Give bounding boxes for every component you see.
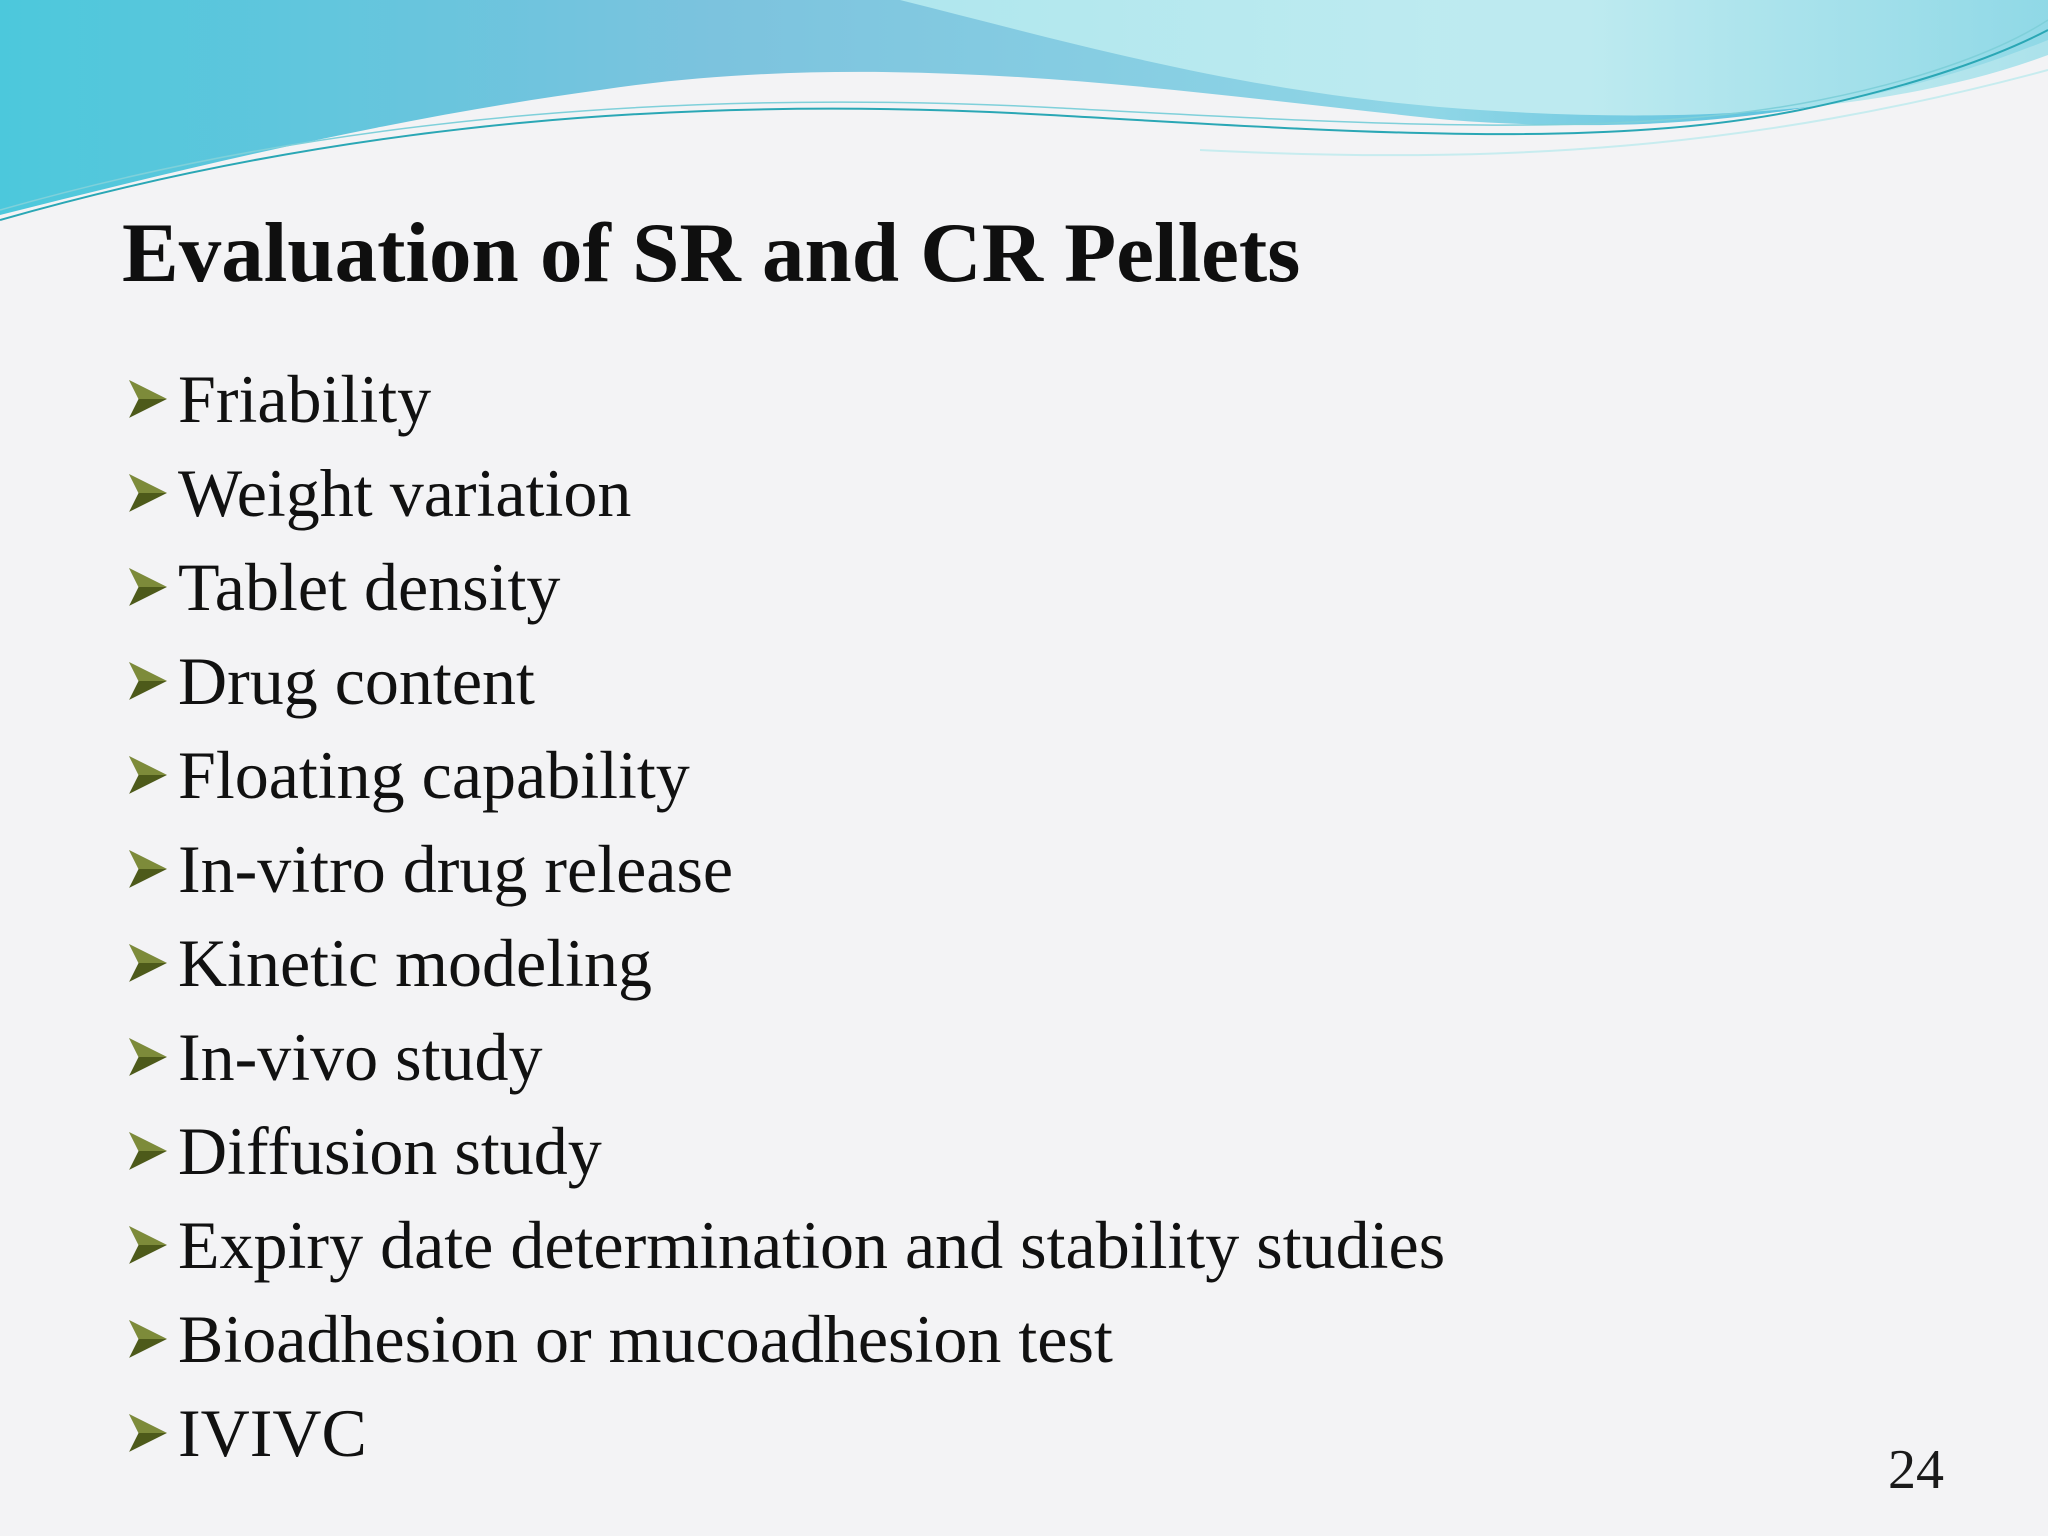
list-item	[127, 1104, 1445, 1198]
bullet-text: Weight variation	[178, 454, 632, 531]
list-item	[127, 1010, 1445, 1104]
arrowhead-bullet-icon	[127, 1130, 169, 1172]
page-number: 24	[1888, 1439, 1944, 1501]
header-wave-decoration	[0, 0, 2048, 240]
bullet-text: Tablet density	[178, 548, 561, 625]
list-item	[127, 1292, 1445, 1386]
arrowhead-bullet-icon	[127, 566, 169, 608]
arrowhead-bullet-icon	[127, 472, 169, 514]
arrowhead-bullet-icon	[127, 942, 169, 984]
arrowhead-bullet-icon	[127, 848, 169, 890]
bullet-text: Drug content	[178, 642, 535, 719]
list-item	[127, 822, 1445, 916]
arrowhead-bullet-icon	[127, 754, 169, 796]
list-item	[127, 916, 1445, 1010]
list-item	[127, 540, 1445, 634]
arrowhead-bullet-icon	[127, 1036, 169, 1078]
bullet-text: IVIVC	[178, 1394, 367, 1471]
bullet-text: Bioadhesion or mucoadhesion test	[178, 1300, 1113, 1377]
bullet-text: Expiry date determination and stability studies	[178, 1206, 1446, 1283]
bullet-text: Friability	[178, 360, 432, 437]
arrowhead-bullet-icon	[127, 1318, 169, 1360]
bullet-text: Diffusion study	[178, 1112, 602, 1189]
bullet-text: In-vivo study	[178, 1018, 543, 1095]
arrowhead-bullet-icon	[127, 1224, 169, 1266]
list-item	[127, 728, 1445, 822]
list-item	[127, 446, 1445, 540]
list-item	[127, 352, 1445, 446]
slide-title: Evaluation of SR and CR Pellets	[122, 206, 1301, 300]
list-item	[127, 634, 1445, 728]
arrowhead-bullet-icon	[127, 378, 169, 420]
list-item	[127, 1386, 1445, 1480]
bullet-text: Floating capability	[178, 736, 690, 813]
bullet-text: Kinetic modeling	[178, 924, 653, 1001]
arrowhead-bullet-icon	[127, 1412, 169, 1454]
bullet-text: In-vitro drug release	[178, 830, 734, 907]
arrowhead-bullet-icon	[127, 660, 169, 702]
bullet-list	[127, 352, 1445, 1480]
list-item	[127, 1198, 1445, 1292]
